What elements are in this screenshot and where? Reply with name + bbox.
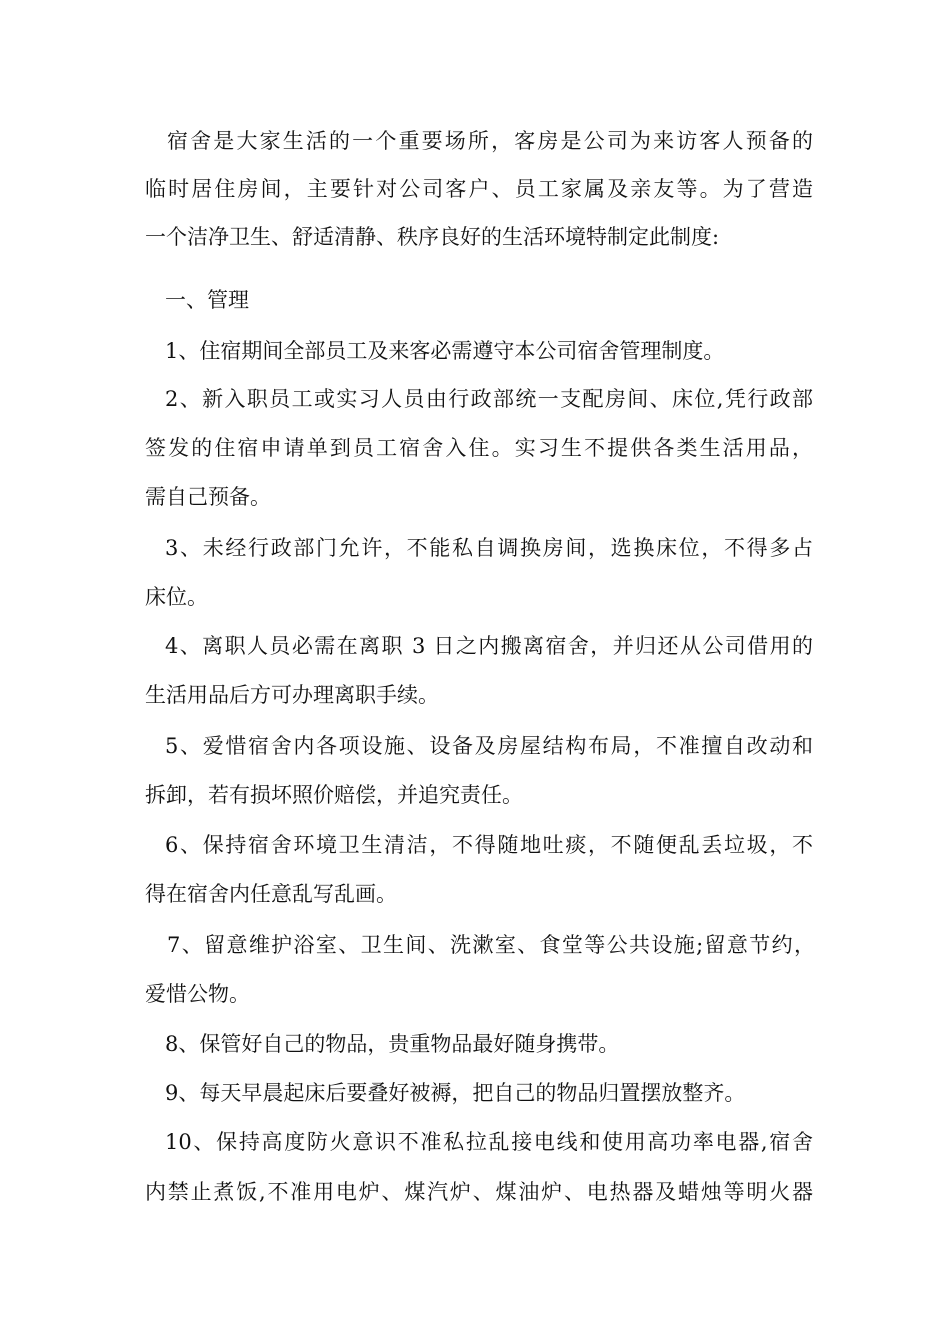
rule-2-line-2: 签发的住宿申请单到员工宿舍入住。实习生不提供各类生活用品， [145,436,813,460]
paragraph-intro-line-1: 宿舍是大家生活的一个重要场所，客房是公司为来访客人预备的 [167,129,813,153]
rule-2-line-1: 2、新入职员工或实习人员由行政部统一支配房间、床位,凭行政部 [165,387,813,411]
section-heading-management: 一、管理 [165,288,249,312]
rule-8-line-1: 8、保管好自己的物品，贵重物品最好随身携带。 [165,1032,620,1056]
rule-2-line-3: 需自己预备。 [145,485,271,509]
rule-6-line-1: 6、保持宿舍环境卫生清洁，不得随地吐痰，不随便乱丢垃圾，不 [165,833,813,857]
rule-7-line-2: 爱惜公物。 [145,982,250,1006]
rule-9-line-1: 9、每天早晨起床后要叠好被褥，把自己的物品归置摆放整齐。 [165,1081,746,1105]
rule-3-line-2: 床位。 [145,585,208,609]
rule-7-line-1: 7、留意维护浴室、卫生间、洗漱室、食堂等公共设施;留意节约， [167,933,815,957]
rule-6-line-2: 得在宿舍内任意乱写乱画。 [145,882,397,906]
paragraph-intro-line-3: 一个洁净卫生、舒适清静、秩序良好的生活环境特制定此制度: [145,225,720,249]
rule-4-line-1: 4、离职人员必需在离职 3 日之内搬离宿舍，并归还从公司借用的 [165,634,813,658]
paragraph-intro-line-2: 临时居住房间，主要针对公司客户、员工家属及亲友等。为了营造 [145,177,813,201]
rule-4-line-2: 生活用品后方可办理离职手续。 [145,683,439,707]
rule-10-line-2: 内禁止煮饭,不准用电炉、煤汽炉、煤油炉、电热器及蜡烛等明火器 [145,1180,813,1204]
rule-10-line-1: 10、保持高度防火意识不准私拉乱接电线和使用高功率电器,宿舍 [165,1130,813,1154]
rule-5-line-2: 拆卸，若有损坏照价赔偿，并追究责任。 [145,783,523,807]
rule-3-line-1: 3、未经行政部门允许，不能私自调换房间，选换床位，不得多占 [165,536,813,560]
rule-1-line-1: 1、住宿期间全部员工及来客必需遵守本公司宿舍管理制度。 [165,339,725,363]
rule-5-line-1: 5、爱惜宿舍内各项设施、设备及房屋结构布局，不准擅自改动和 [165,734,813,758]
